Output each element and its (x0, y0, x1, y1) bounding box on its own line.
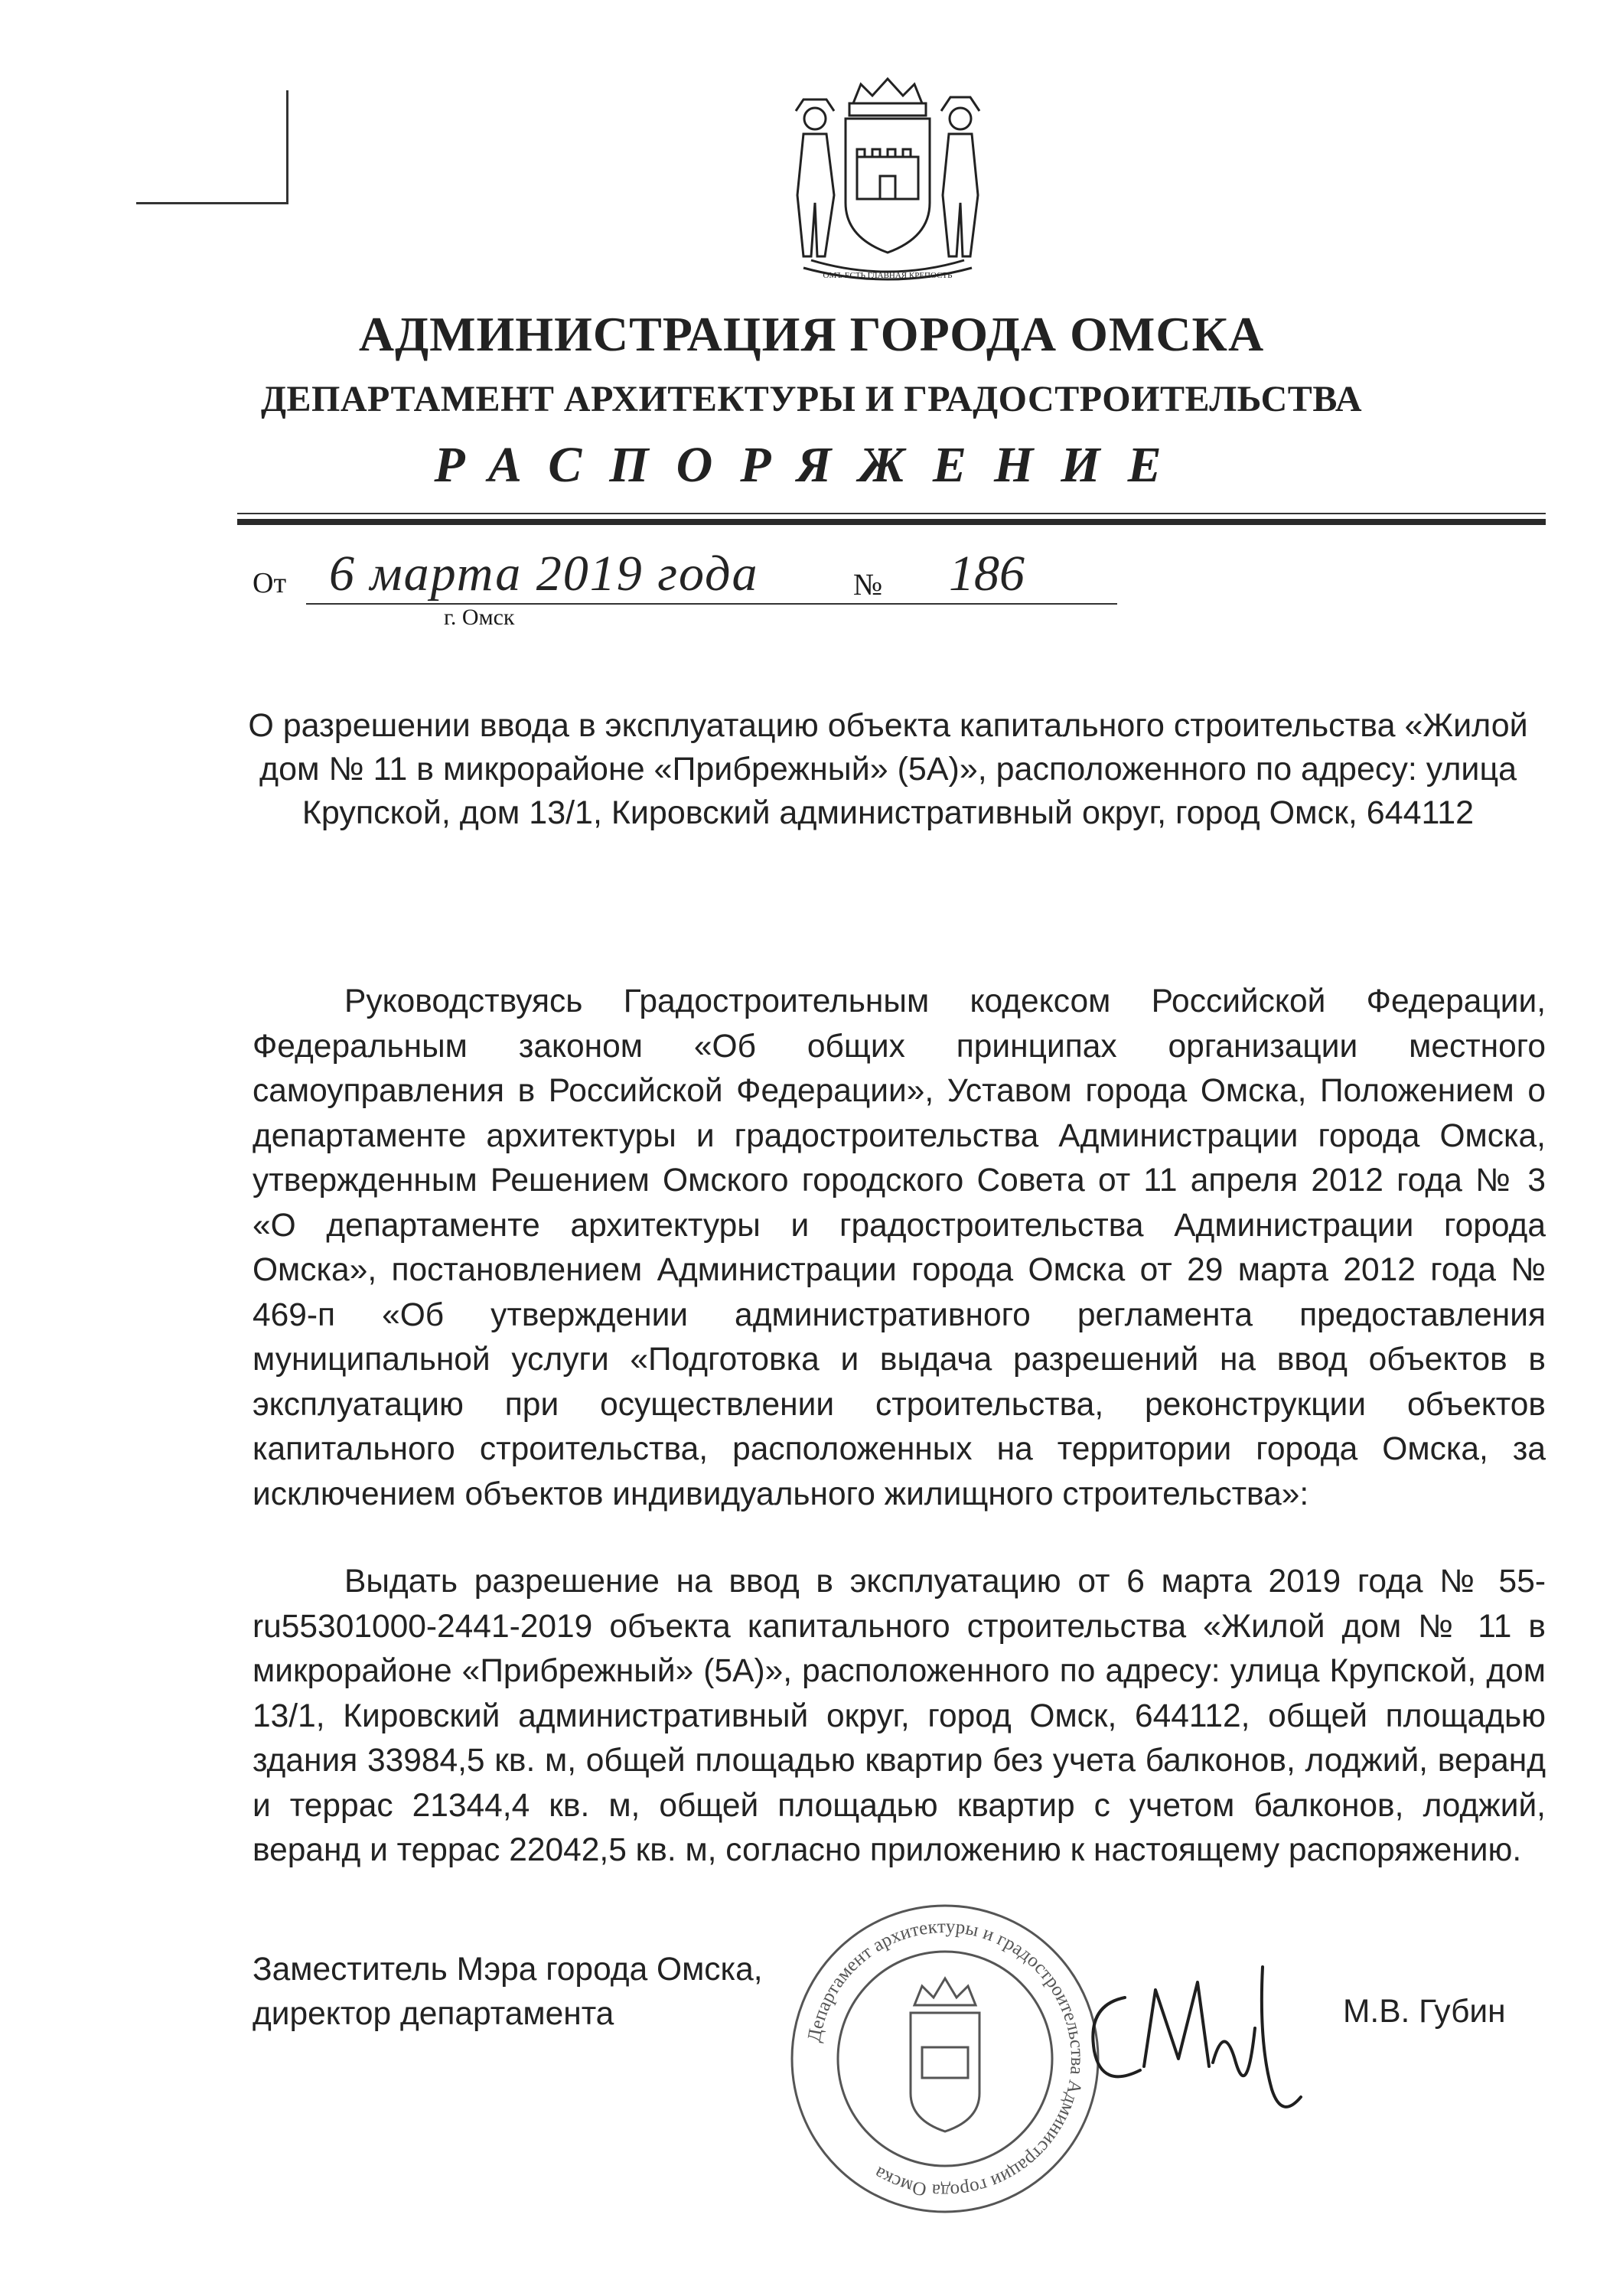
city-label: г. Омск (444, 605, 515, 630)
number-underline (895, 603, 1117, 605)
department-title: ДЕПАРТАМЕНТ АРХИТЕКТУРЫ И ГРАДОСТРОИТЕЛЬСТВА (261, 379, 1362, 419)
handwritten-signature (1071, 1936, 1324, 2135)
signatory-name: М.В. Губин (1343, 1994, 1506, 2030)
header-divider-thin (237, 513, 1546, 514)
body-paragraph-legal-basis: Руководствуясь Градостроительным кодексом Российской Федерации, Федеральным законом «Об общих принципах организации местного самоуправления в Российской Федерации», Уставом города Омска, Положением о департаменте архитектуры и градостроительства Администрации города Омска, утвержденным Решением Омского городского Совета от 11 апреля 2012 года № 3 «О департаменте архитектуры и градостроительства Администрации города Омска», постановлением Администрации города Омска от 29 марта 2012 года № 469-п «Об утверждении административного регламента предоставления муниципальной услуги «Подготовка и выдача разрешений на ввод объектов в эксплуатацию при осуществлении строительства, реконструкции объектов капитального строительства, расположенных на территории города Омска, за исключением объектов индивидуального жилищного строительства»: (253, 983, 1546, 1512)
corner-mark (136, 90, 288, 204)
document-type-title: РАСПОРЯЖЕНИЕ (434, 437, 1189, 493)
signatory-role-line-1: Заместитель Мэра города Омска, (253, 1952, 763, 1988)
header-divider-thick (237, 519, 1546, 525)
administration-title: АДМИНИСТРАЦИЯ ГОРОДА ОМСКА (358, 307, 1265, 361)
date-from-label: От (253, 567, 287, 599)
number-label: № (853, 567, 883, 602)
emblem-motto: ОМЪ ЕСТЬ ГЛАВНАЯ КРЕПОСТЬ (823, 271, 953, 280)
handwritten-number: 186 (949, 546, 1025, 602)
city-coat-of-arms (773, 73, 1002, 295)
body-paragraph-order: Выдать разрешение на ввод в эксплуатацию от 6 марта 2019 года № 55-ru55301000-2441-2019 объекта капитального строительства «Жилой дом № 11 в микрорайоне «Прибрежный» (5А)», расположенного по адресу: улица Крупской, дом 13/1, Кировский административный округ, город Омск, 644112, общей площадью здания 33984,5 кв. м, общей площадью квартир без учета балконов, лоджий, веранд и террас 21344,4 кв. м, общей площадью квартир с учетом балконов, лоджий, веранд и террас 22042,5 кв. м, согласно приложению к настоящему распоряжению. (253, 1564, 1546, 1868)
date-number-line (253, 546, 1171, 651)
document-subject: О разрешении ввода в эксплуатацию объекта капитального строительства «Жилой дом № 11 в микрорайоне «Прибрежный» (5А)», расположенного по адресу: улица Крупской, дом 13/1, Кировский административный округ, город Омск, 644112 (248, 707, 1528, 831)
date-underline (306, 603, 972, 605)
signatory-role-line-2: директор департамента (253, 1996, 614, 2032)
handwritten-date: 6 марта 2019 года (329, 546, 759, 602)
signatory-role (253, 1948, 763, 2037)
stamp-ring-text: Департамент архитектуры и градостроительства Администрации города Омска (803, 1916, 1088, 2202)
official-round-stamp (784, 1898, 1106, 2219)
